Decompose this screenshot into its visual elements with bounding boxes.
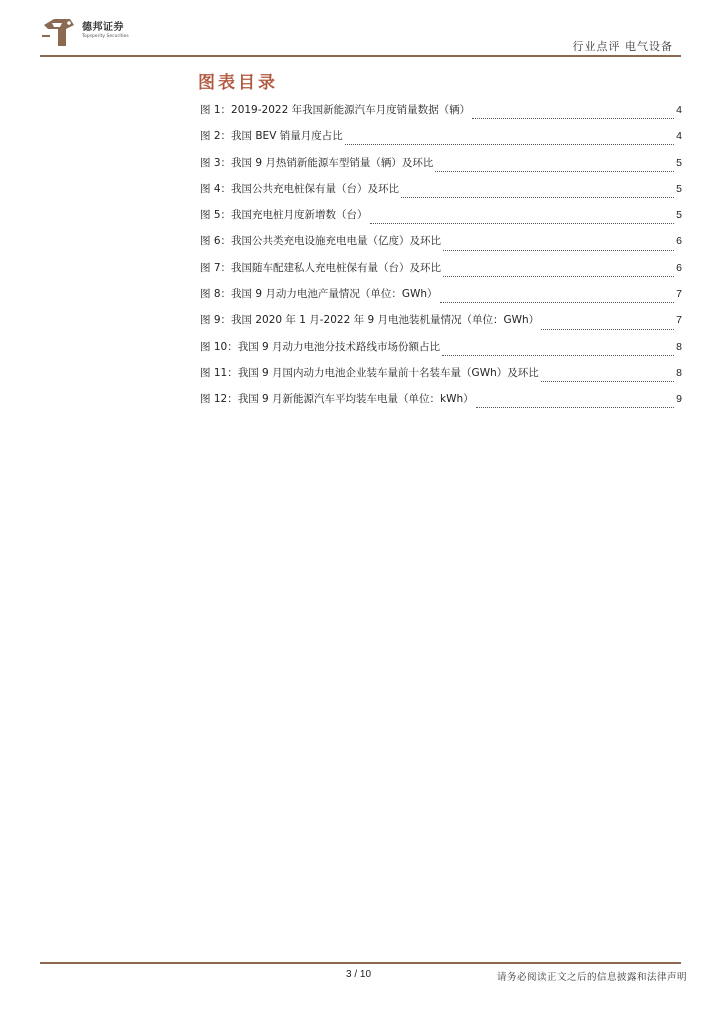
toc-entry-label: 图 6：我国公共类充电设施充电电量（亿度）及环比 bbox=[200, 235, 442, 248]
toc-entry-page: 6 bbox=[676, 261, 682, 274]
toc-entry-label: 图 2：我国 BEV 销量月度占比 bbox=[200, 130, 343, 143]
toc-entry-label: 图 5：我国充电桩月度新增数（台） bbox=[200, 209, 368, 222]
toc-entry[interactable] bbox=[200, 339, 682, 365]
toc-entry-label: 图 10：我国 9 月动力电池分技术路线市场份额占比 bbox=[200, 340, 441, 353]
toc-entry-label: 图 9：我国 2020 年 1 月-2022 年 9 月电池装机量情况（单位：GWh） bbox=[200, 314, 540, 327]
toc-title: 图表目录 bbox=[198, 73, 278, 93]
logo-mark-icon bbox=[40, 15, 76, 49]
toc-entry-page: 5 bbox=[676, 209, 682, 222]
report-section-label: 行业点评 电气设备 bbox=[572, 40, 673, 53]
toc-leader-dots bbox=[541, 380, 674, 382]
toc-leader-dots bbox=[442, 354, 674, 356]
toc-entry[interactable] bbox=[200, 207, 682, 233]
toc-entry-label: 图 12：我国 9 月新能源汽车平均装车电量（单位：kWh） bbox=[200, 393, 474, 406]
page-header bbox=[40, 12, 681, 56]
toc-entry-page: 8 bbox=[676, 340, 682, 353]
toc-entry[interactable] bbox=[200, 312, 682, 338]
toc-entry[interactable] bbox=[200, 155, 682, 181]
toc-leader-dots bbox=[541, 328, 674, 330]
toc-entry-page: 4 bbox=[676, 104, 682, 116]
footer-disclaimer: 请务必阅读正文之后的信息披露和法律声明 bbox=[496, 972, 687, 983]
toc-leader-dots bbox=[440, 301, 675, 303]
company-logo bbox=[40, 15, 129, 49]
header-divider bbox=[40, 55, 681, 57]
toc-leader-dots bbox=[370, 222, 675, 224]
toc-leader-dots bbox=[435, 170, 674, 172]
toc-entry-page: 7 bbox=[676, 314, 682, 327]
toc-entry-label: 图 8：我国 9 月动力电池产量情况（单位：GWh） bbox=[200, 288, 438, 301]
toc-entry-page: 5 bbox=[676, 182, 682, 195]
toc-entry[interactable] bbox=[200, 365, 682, 391]
toc-entry-page: 5 bbox=[676, 156, 682, 169]
toc-entry[interactable] bbox=[200, 128, 682, 154]
toc-entry-label: 图 7：我国随车配建私人充电桩保有量（台）及环比 bbox=[200, 261, 442, 274]
toc-leader-dots bbox=[401, 196, 674, 198]
toc-entry-page: 9 bbox=[676, 393, 682, 406]
toc-entry-page: 8 bbox=[676, 366, 682, 379]
table-of-figures bbox=[200, 102, 682, 418]
toc-entry[interactable] bbox=[200, 391, 682, 417]
page-number: 3 / 10 bbox=[346, 969, 372, 980]
toc-entry-page: 4 bbox=[676, 130, 682, 143]
toc-entry[interactable] bbox=[200, 286, 682, 312]
toc-leader-dots bbox=[443, 275, 674, 277]
toc-entry-label: 图 1：2019-2022 年我国新能源汽车月度销量数据（辆） bbox=[200, 104, 471, 116]
company-name-en: Topsperity Securities bbox=[82, 34, 129, 39]
toc-entry-label: 图 3：我国 9 月热销新能源车型销量（辆）及环比 bbox=[200, 156, 434, 169]
logo-text bbox=[82, 22, 129, 40]
company-name-cn: 德邦证券 bbox=[82, 22, 124, 33]
footer-divider bbox=[40, 962, 681, 964]
toc-entry[interactable] bbox=[200, 260, 682, 286]
toc-leader-dots bbox=[443, 249, 674, 251]
toc-leader-dots bbox=[476, 406, 674, 408]
toc-entry-label: 图 11：我国 9 月国内动力电池企业装车量前十名装车量（GWh）及环比 bbox=[200, 366, 539, 379]
toc-entry[interactable] bbox=[200, 233, 682, 259]
toc-entry-page: 6 bbox=[676, 235, 682, 248]
toc-entry-label: 图 4：我国公共充电桩保有量（台）及环比 bbox=[200, 182, 400, 195]
toc-entry[interactable] bbox=[200, 181, 682, 207]
toc-leader-dots bbox=[345, 143, 674, 145]
toc-entry[interactable] bbox=[200, 102, 682, 128]
toc-leader-dots bbox=[472, 117, 674, 119]
toc-entry-page: 7 bbox=[676, 288, 682, 301]
